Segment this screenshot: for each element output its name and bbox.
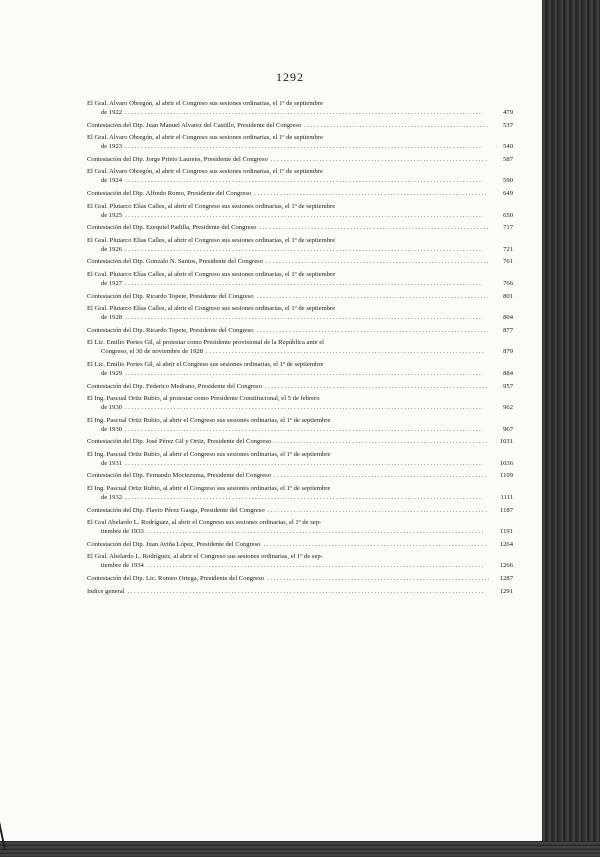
toc-entry-line xyxy=(87,416,501,425)
scan-edge-line xyxy=(0,781,6,850)
dot-leader xyxy=(257,326,489,335)
toc-entry-text: de 1925 xyxy=(101,211,123,219)
toc-entry-line xyxy=(87,202,501,211)
dot-leader xyxy=(147,527,484,536)
toc-entry xyxy=(87,189,513,198)
toc-page-number: 804 xyxy=(503,314,513,322)
toc-entry-text: El Gral. Plutarco Elías Calles, al abrir el Congreso sus sesiones ordinarias, el 1º de septiembre xyxy=(87,305,336,313)
toc-page-number: 650 xyxy=(503,211,513,219)
toc-entry-line xyxy=(87,326,513,335)
toc-entry-text: El Lic. Emilio Portes Gil, al abrir el Congreso sus sesiones ordinarias, el 1º de septiembre xyxy=(87,360,324,368)
toc-entry-line xyxy=(87,108,513,117)
toc-entry-text: El Gral. Plutarco Elías Calles, al abrir el Congreso sus sesiones ordinarias, el 1º de septiembre xyxy=(87,270,336,278)
toc-entry-text: El Gral Abelardo L. Rodríguez, al abrir el Congreso sus sesiones ordinarias, el 1º de sep- xyxy=(87,519,322,527)
toc-entry-line xyxy=(87,338,501,347)
toc-page-number: 537 xyxy=(503,121,513,129)
toc-entry-line xyxy=(87,425,513,434)
toc-page-number: 1266 xyxy=(499,562,513,570)
toc-page-number: 1036 xyxy=(499,459,513,467)
toc-entry-text: Contestación del Dip. Jorge Prieto Laurens, Presidente del Congreso xyxy=(87,155,268,163)
dot-leader xyxy=(125,369,483,378)
toc-entry xyxy=(87,360,513,378)
toc-entry xyxy=(87,518,513,536)
toc-page-number: 1287 xyxy=(499,575,513,583)
dot-leader xyxy=(125,108,483,117)
toc-entry-text: El Gral. Abelardo L. Rodríguez, al abrir el Congreso sus sesiones ordinarias, el 1º de sep- xyxy=(87,553,323,561)
toc-entry-text: de 1924 xyxy=(101,177,123,185)
toc-entry xyxy=(87,506,513,515)
toc-entry xyxy=(87,394,513,412)
toc-entry xyxy=(87,133,513,151)
toc-entry-line xyxy=(87,347,513,356)
toc-entry-line xyxy=(87,574,513,583)
scan-edge-right xyxy=(542,0,600,857)
toc-page-number: 957 xyxy=(503,382,513,390)
toc-entry-line xyxy=(87,236,501,245)
toc-page-number: 649 xyxy=(503,189,513,197)
toc-entry-line xyxy=(87,403,513,412)
dot-leader xyxy=(267,574,489,583)
toc-entry-line xyxy=(87,506,513,515)
toc-page-number: 967 xyxy=(503,425,513,433)
toc-page-number: 1191 xyxy=(500,528,513,536)
toc-entry-text: Contestación del Dip. Ricardo Topete, Presidente del Congreso xyxy=(87,326,254,334)
toc-page-number: 877 xyxy=(503,326,513,334)
toc-entry-line xyxy=(87,167,501,176)
toc-entry-text: Contestación del Dip. Flavio Pérez Gasga, Presidente del Congreso xyxy=(87,506,265,514)
dot-leader xyxy=(263,540,488,549)
toc-entry-text: de 1923 xyxy=(101,143,123,151)
toc-entry-line xyxy=(87,245,513,254)
toc-entry-line xyxy=(87,304,501,313)
dot-leader xyxy=(125,211,483,220)
toc-entry-text: Contestación del Dip. Fernando Moctezuma, Presidente del Congreso xyxy=(87,472,272,480)
toc-entry xyxy=(87,270,513,288)
toc-entry-text: El Lic. Emilio Portes Gil, al protestar como Presidente provisional de la República ante el xyxy=(87,339,324,347)
toc-entry xyxy=(87,202,513,220)
toc-page-number: 761 xyxy=(503,258,513,266)
toc-entry-text: El Gral. Alvaro Obregón, al abrir el Congreso sus sesiones ordinarias, el 1º de septiembre xyxy=(87,168,323,176)
toc-entry-line xyxy=(87,257,513,266)
scan-edge-bottom xyxy=(0,841,600,857)
toc-entry-text: de 1931 xyxy=(101,459,123,467)
toc-entry xyxy=(87,416,513,434)
toc-entry-line xyxy=(87,484,501,493)
toc-entry xyxy=(87,292,513,301)
toc-entry-line xyxy=(87,518,501,527)
toc-entry xyxy=(87,382,513,391)
toc-entry-text: de 1922 xyxy=(101,109,123,116)
toc-entry xyxy=(87,326,513,335)
dot-leader xyxy=(125,176,483,185)
toc-entry xyxy=(87,437,513,446)
toc-entry xyxy=(87,540,513,549)
toc-entry-text: de 1928 xyxy=(101,314,123,322)
toc-page-number: 721 xyxy=(503,245,513,253)
toc-entry-text: Contestación del Dip. Gonzalo N. Santos, Presidente del Congreso xyxy=(87,258,263,266)
dot-leader xyxy=(125,493,483,502)
toc-entry-text: El Gral. Plutarco Elías Calles, al abrir el Congreso sus sesiones ordinarias, el 1º de septiembre xyxy=(87,202,336,210)
toc-entry-text: El Ing. Pascual Ortiz Rubio, al abrir el Congreso sus sesiones ordinarias, el 1º de septiembre xyxy=(87,485,331,493)
toc-page-number: 1109 xyxy=(500,472,513,480)
toc-entry-line xyxy=(87,155,513,164)
toc-entry-line xyxy=(87,121,513,130)
toc-page-number: 1031 xyxy=(499,438,513,446)
toc-entry-text: El Gral. Plutarco Elías Calles, al abrir el Congreso sus sesiones ordinarias, el 1º de septiembre xyxy=(87,236,336,244)
toc-entry-line xyxy=(87,587,513,596)
toc-entry xyxy=(87,450,513,468)
toc-entry xyxy=(87,484,513,502)
page-number: 1292 xyxy=(276,70,304,84)
toc-page-number: 587 xyxy=(503,155,513,163)
dot-leader xyxy=(125,403,483,412)
toc-entry-line xyxy=(87,561,513,570)
dot-leader xyxy=(125,279,483,288)
toc-entry-line xyxy=(87,471,513,480)
dot-leader xyxy=(125,313,483,322)
toc-entry-line xyxy=(87,394,501,403)
toc-entry xyxy=(87,304,513,322)
toc-entry-text: El Ing. Pascual Ortiz Rubio, al protestar como Presidente Constitucional, el 5 de febrero xyxy=(87,395,320,403)
toc-entry-line xyxy=(87,223,513,232)
dot-leader xyxy=(274,471,489,480)
toc-entry-line xyxy=(87,279,513,288)
dot-leader xyxy=(254,189,488,198)
toc-entry-text: de 1930 xyxy=(101,425,123,433)
toc-entry-line xyxy=(87,437,513,446)
dot-leader xyxy=(257,292,489,301)
toc-entry-text: tiembre de 1933 xyxy=(101,528,144,536)
toc-entry xyxy=(87,223,513,232)
toc-entry-text: Congreso, el 30 de noviembre de 1928 xyxy=(101,348,203,356)
toc-entry-text: Contestación del Dip. Alfredo Romo, Presidente del Congreso xyxy=(87,189,252,197)
toc-page-number: 1111 xyxy=(500,494,513,502)
toc-entry-text: Indice general xyxy=(87,587,125,595)
toc-entry-text: Contestación del Dip. Juan Manuel Alvarez del Castillo, Presidente del Congreso xyxy=(87,121,302,129)
toc-page-number: 1291 xyxy=(499,587,513,595)
toc-entry-text: de 1932 xyxy=(101,494,123,502)
toc-entry-text: Contestación del Dip. Ezequiel Padilla, Presidente del Congreso xyxy=(87,224,257,232)
toc-entry-text: de 1927 xyxy=(101,279,123,287)
toc-entry-line xyxy=(87,369,513,378)
dot-leader xyxy=(147,561,484,570)
toc-entry-text: El Ing. Pascual Ortiz Rubio, al abrir el Congreso sus sesiones ordinarias, el 1º de septiembre xyxy=(87,450,331,458)
toc-entry-line xyxy=(87,211,513,220)
dot-leader xyxy=(268,506,489,515)
dot-leader xyxy=(125,459,483,468)
toc-entry xyxy=(87,121,513,130)
toc-entry-line xyxy=(87,99,501,108)
toc-entry-line xyxy=(87,292,513,301)
toc-entry-text: Contestación del Dip. Ricardo Topete, Presidente del Congreso xyxy=(87,292,254,300)
dot-leader xyxy=(265,382,489,391)
toc-entry-line xyxy=(87,493,513,502)
toc-page-number: 766 xyxy=(503,279,513,287)
toc-entry-text: Contestación del Dip. José Pérez Gil y Ortiz, Presidente del Congreso xyxy=(87,438,272,446)
toc-entry-text: de 1930 xyxy=(101,404,123,412)
dot-leader xyxy=(266,257,489,266)
toc-page-number: 717 xyxy=(503,224,513,232)
toc-entry-line xyxy=(87,382,513,391)
dot-leader xyxy=(206,347,486,356)
toc-page-number: 540 xyxy=(503,143,513,151)
toc-page-number: 479 xyxy=(503,109,513,116)
toc-entry-line xyxy=(87,313,513,322)
dot-leader xyxy=(304,121,490,130)
table-of-contents xyxy=(87,99,513,596)
toc-entry-text: Contestación del Dip. Federico Medrano, Presidente del Congreso xyxy=(87,382,262,390)
toc-entry xyxy=(87,167,513,185)
toc-entry-line xyxy=(87,176,513,185)
toc-entry-line xyxy=(87,360,501,369)
toc-entry-line xyxy=(87,459,513,468)
toc-page-number: 879 xyxy=(503,348,513,356)
toc-entry-text: tiembre de 1934 xyxy=(101,562,144,570)
toc-entry-text: Contestación del Dip. Lic. Romeo Ortega, Presidente del Congreso xyxy=(87,575,265,583)
toc-entry-line xyxy=(87,142,513,151)
toc-entry xyxy=(87,257,513,266)
toc-entry-line xyxy=(87,552,501,561)
toc-page-number: 962 xyxy=(503,404,513,412)
toc-entry-text: de 1926 xyxy=(101,245,123,253)
toc-entry xyxy=(87,574,513,583)
dot-leader xyxy=(125,245,483,254)
toc-entry xyxy=(87,471,513,480)
toc-page-number: 590 xyxy=(503,177,513,185)
toc-page-number: 1187 xyxy=(500,506,513,514)
dot-leader xyxy=(125,425,483,434)
toc-entry xyxy=(87,99,513,117)
dot-leader xyxy=(271,155,489,164)
toc-entry xyxy=(87,155,513,164)
toc-entry xyxy=(87,338,513,356)
toc-entry xyxy=(87,587,513,596)
toc-page-number: 801 xyxy=(503,292,513,300)
toc-entry-line xyxy=(87,270,501,279)
toc-entry-text: El Gral. Alvaro Obregón, al abrir el Congreso sus sesiones ordinarias, el 1º de septiembre xyxy=(87,100,323,107)
toc-entry-line xyxy=(87,133,501,142)
toc-entry-line xyxy=(87,189,513,198)
toc-entry-text: El Ing. Pascual Ortiz Rubio, al abrir el Congreso sus sesiones ordinarias, el 1º de septiembre xyxy=(87,416,331,424)
toc-entry-text: Contestación del Dip. Juan Aviña López, Presidente del Congreso xyxy=(87,540,261,548)
toc-entry xyxy=(87,552,513,570)
toc-page-number: 1264 xyxy=(499,540,513,548)
toc-entry-text: El Gral. Alvaro Obregón, al abrir el Congreso sus sesiones ordinarias, el 1º de septiembre xyxy=(87,134,323,142)
dot-leader xyxy=(259,223,488,232)
toc-entry-text: de 1929 xyxy=(101,369,123,377)
dot-leader xyxy=(274,437,489,446)
dot-leader xyxy=(125,142,483,151)
dot-leader xyxy=(128,587,483,596)
toc-entry xyxy=(87,236,513,254)
toc-entry-line xyxy=(87,527,513,536)
toc-page-number: 884 xyxy=(503,369,513,377)
toc-entry-line xyxy=(87,450,501,459)
toc-entry-line xyxy=(87,540,513,549)
